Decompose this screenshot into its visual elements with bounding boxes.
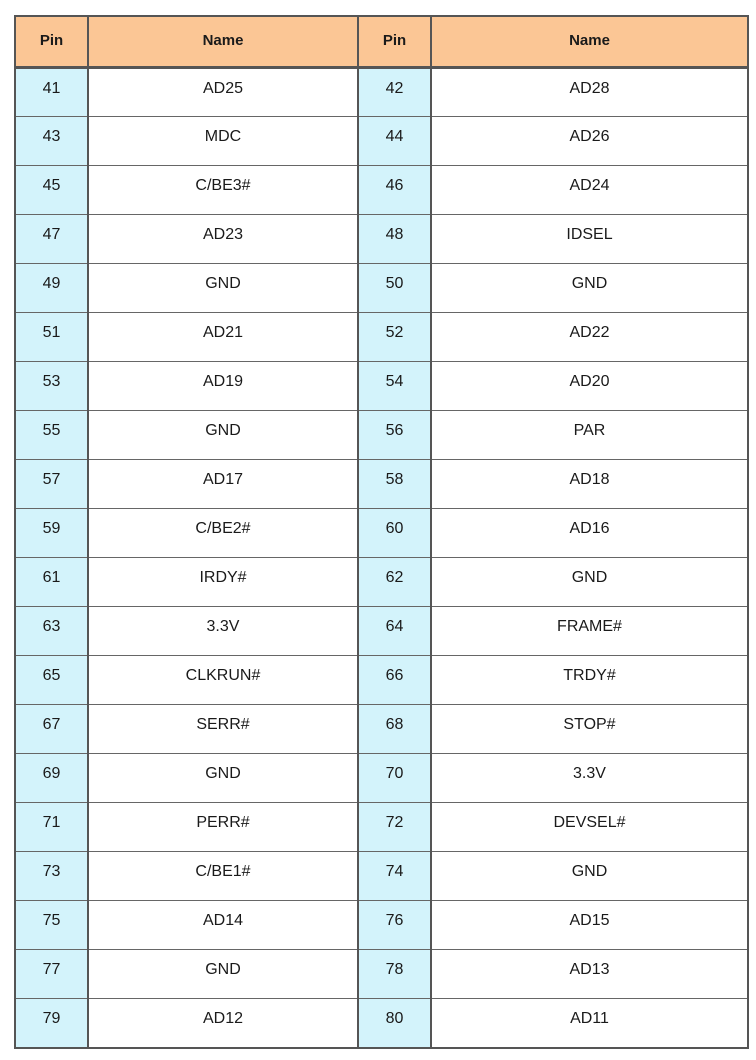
pin-right-cell: 52 (358, 313, 431, 362)
pin-right-cell: 66 (358, 656, 431, 705)
name-left-cell: AD17 (88, 460, 358, 509)
pin-left-cell: 49 (15, 264, 88, 313)
name-right-cell: GND (431, 558, 748, 607)
pin-left-cell: 61 (15, 558, 88, 607)
name-left-cell: CLKRUN# (88, 656, 358, 705)
pin-left-cell: 43 (15, 117, 88, 166)
pin-left-cell: 57 (15, 460, 88, 509)
table-row (15, 411, 748, 460)
name-left-cell: AD23 (88, 215, 358, 264)
name-left-cell: AD25 (88, 68, 358, 117)
table-row (15, 705, 748, 754)
pin-left-cell: 47 (15, 215, 88, 264)
pin-left-cell: 67 (15, 705, 88, 754)
name-right-cell: AD20 (431, 362, 748, 411)
pin-left-cell: 79 (15, 999, 88, 1048)
table-row (15, 950, 748, 999)
pin-right-cell: 78 (358, 950, 431, 999)
table-row (15, 264, 748, 313)
name-left-cell: AD14 (88, 901, 358, 950)
name-left-cell: GND (88, 950, 358, 999)
pin-left-cell: 41 (15, 68, 88, 117)
pin-right-cell: 46 (358, 166, 431, 215)
header-name-right: Name (431, 16, 748, 68)
pin-left-cell: 59 (15, 509, 88, 558)
name-right-cell: GND (431, 264, 748, 313)
name-right-cell: AD26 (431, 117, 748, 166)
name-left-cell: AD12 (88, 999, 358, 1048)
header-pin-left: Pin (15, 16, 88, 68)
pin-right-cell: 56 (358, 411, 431, 460)
pin-right-cell: 76 (358, 901, 431, 950)
name-right-cell: DEVSEL# (431, 803, 748, 852)
table-row (15, 999, 748, 1048)
name-left-cell: C/BE3# (88, 166, 358, 215)
pin-left-cell: 69 (15, 754, 88, 803)
table-row (15, 68, 748, 117)
table-row (15, 460, 748, 509)
name-right-cell: AD15 (431, 901, 748, 950)
pin-assignment-table (14, 15, 749, 1049)
pin-right-cell: 80 (358, 999, 431, 1048)
name-right-cell: AD24 (431, 166, 748, 215)
name-left-cell: AD21 (88, 313, 358, 362)
pin-right-cell: 54 (358, 362, 431, 411)
pin-left-cell: 73 (15, 852, 88, 901)
name-left-cell: C/BE2# (88, 509, 358, 558)
name-right-cell: PAR (431, 411, 748, 460)
table-row (15, 313, 748, 362)
name-left-cell: C/BE1# (88, 852, 358, 901)
pin-right-cell: 42 (358, 68, 431, 117)
pin-right-cell: 60 (358, 509, 431, 558)
header-pin-right: Pin (358, 16, 431, 68)
pin-right-cell: 70 (358, 754, 431, 803)
pin-right-cell: 74 (358, 852, 431, 901)
name-left-cell: GND (88, 411, 358, 460)
name-right-cell: AD13 (431, 950, 748, 999)
table-row (15, 362, 748, 411)
name-right-cell: 3.3V (431, 754, 748, 803)
table-row (15, 166, 748, 215)
name-right-cell: AD22 (431, 313, 748, 362)
name-right-cell: IDSEL (431, 215, 748, 264)
pin-left-cell: 63 (15, 607, 88, 656)
name-right-cell: AD28 (431, 68, 748, 117)
pin-right-cell: 48 (358, 215, 431, 264)
table-row (15, 607, 748, 656)
name-left-cell: GND (88, 754, 358, 803)
name-left-cell: GND (88, 264, 358, 313)
pin-left-cell: 53 (15, 362, 88, 411)
name-left-cell: MDC (88, 117, 358, 166)
pin-right-cell: 72 (358, 803, 431, 852)
name-right-cell: FRAME# (431, 607, 748, 656)
name-left-cell: SERR# (88, 705, 358, 754)
pin-left-cell: 75 (15, 901, 88, 950)
pin-right-cell: 50 (358, 264, 431, 313)
table-row (15, 656, 748, 705)
table-row (15, 558, 748, 607)
table-row (15, 754, 748, 803)
name-right-cell: AD11 (431, 999, 748, 1048)
pin-right-cell: 58 (358, 460, 431, 509)
pin-left-cell: 51 (15, 313, 88, 362)
name-right-cell: AD16 (431, 509, 748, 558)
name-left-cell: IRDY# (88, 558, 358, 607)
name-left-cell: PERR# (88, 803, 358, 852)
pin-left-cell: 77 (15, 950, 88, 999)
pin-right-cell: 62 (358, 558, 431, 607)
pin-right-cell: 68 (358, 705, 431, 754)
name-right-cell: GND (431, 852, 748, 901)
table-header (15, 16, 748, 68)
name-right-cell: AD18 (431, 460, 748, 509)
table-row (15, 215, 748, 264)
table-row (15, 117, 748, 166)
header-row (15, 16, 748, 68)
table-row (15, 509, 748, 558)
header-name-left: Name (88, 16, 358, 68)
table-row (15, 803, 748, 852)
table-row (15, 901, 748, 950)
name-right-cell: TRDY# (431, 656, 748, 705)
pin-left-cell: 65 (15, 656, 88, 705)
name-left-cell: AD19 (88, 362, 358, 411)
name-left-cell: 3.3V (88, 607, 358, 656)
table-row (15, 852, 748, 901)
name-right-cell: STOP# (431, 705, 748, 754)
pin-left-cell: 55 (15, 411, 88, 460)
pin-left-cell: 45 (15, 166, 88, 215)
pin-right-cell: 64 (358, 607, 431, 656)
pin-right-cell: 44 (358, 117, 431, 166)
table-body (15, 68, 748, 1048)
pin-left-cell: 71 (15, 803, 88, 852)
